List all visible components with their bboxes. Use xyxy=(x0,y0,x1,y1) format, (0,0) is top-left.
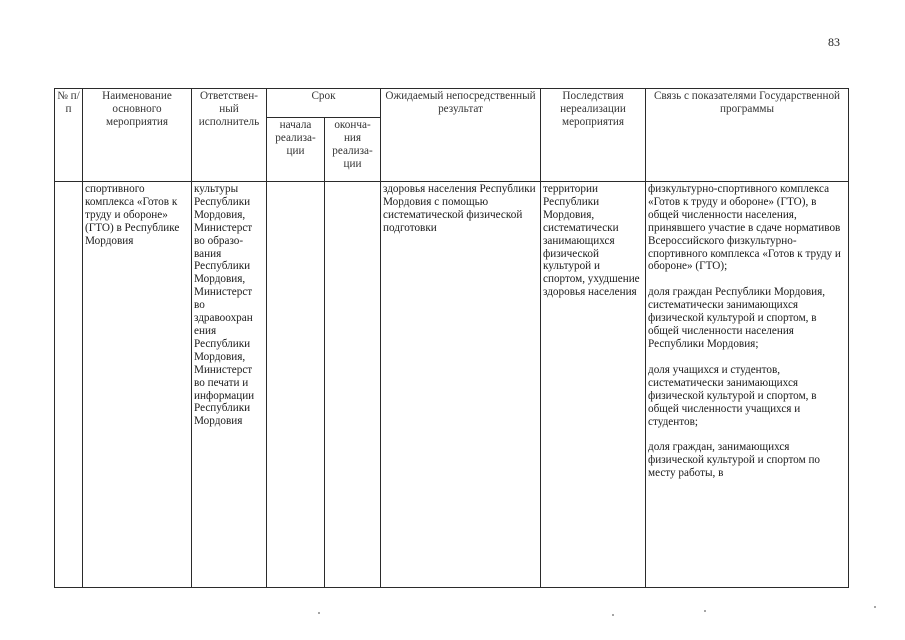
header-result: Ожидаемый непосредственный результат xyxy=(381,89,541,182)
page-number: 83 xyxy=(828,35,840,49)
link-paragraph: доля граждан Республики Мордовия, систематически занимающихся физической культурой и спортом, в общей численности населения Республики Мордовия; xyxy=(648,286,826,350)
header-term: Срок xyxy=(267,89,381,118)
cell-consequences: территории Республики Мордовия, систематически занимающихся физической культурой и спортом, ухудшение здоровья населения xyxy=(541,182,646,588)
header-term-end: оконча-ния реализа-ции xyxy=(325,118,381,182)
header-executor: Ответствен-ный исполнитель xyxy=(192,89,267,182)
header-term-start: начала реализа-ции xyxy=(267,118,325,182)
cell-term-start xyxy=(267,182,325,588)
table-row xyxy=(55,182,849,588)
scan-speck xyxy=(704,610,706,612)
cell-num xyxy=(55,182,83,588)
link-paragraph: доля граждан, занимающихся физической культурой и спортом по месту работы, в xyxy=(648,441,821,480)
cell-executor: культуры Республики Мордовия, Министерст во образо-вания Республики Мордовия, Министерст во здравоохран ения Республики Мордовия, Министерст во печати и информации Республики Мордовия xyxy=(192,182,267,588)
cell-term-end xyxy=(325,182,381,588)
scan-speck xyxy=(612,614,614,616)
cell-name: спортивного комплекса «Готов к труду и обороне» (ГТО) в Республике Мордовия xyxy=(83,182,192,588)
scan-speck xyxy=(318,612,320,614)
link-paragraph: физкультурно-спортивного комплекса «Готов к труду и обороне» (ГТО), в общей численности населения, принявшего участие в сдаче нормативов Всероссийского физкультурно-спортивного комплекса «Готов к труду и обороне» (ГТО); xyxy=(648,183,841,273)
cell-link xyxy=(646,182,849,588)
header-link: Связь с показателями Государственной программы xyxy=(646,89,849,182)
link-paragraph: доля учащихся и студентов, систематически занимающихся физической культурой и спортом, в общей численности учащихся и студентов; xyxy=(648,363,817,428)
header-num: № п/п xyxy=(55,89,83,182)
header-name: Наименование основного мероприятия xyxy=(83,89,192,182)
header-consequences: Последствия нереализации мероприятия xyxy=(541,89,646,182)
scan-speck xyxy=(874,606,876,608)
cell-result: здоровья населения Республики Мордовия с помощью систематической физической подготовки xyxy=(381,182,541,588)
header-row xyxy=(55,89,849,118)
measures-table xyxy=(54,88,849,588)
